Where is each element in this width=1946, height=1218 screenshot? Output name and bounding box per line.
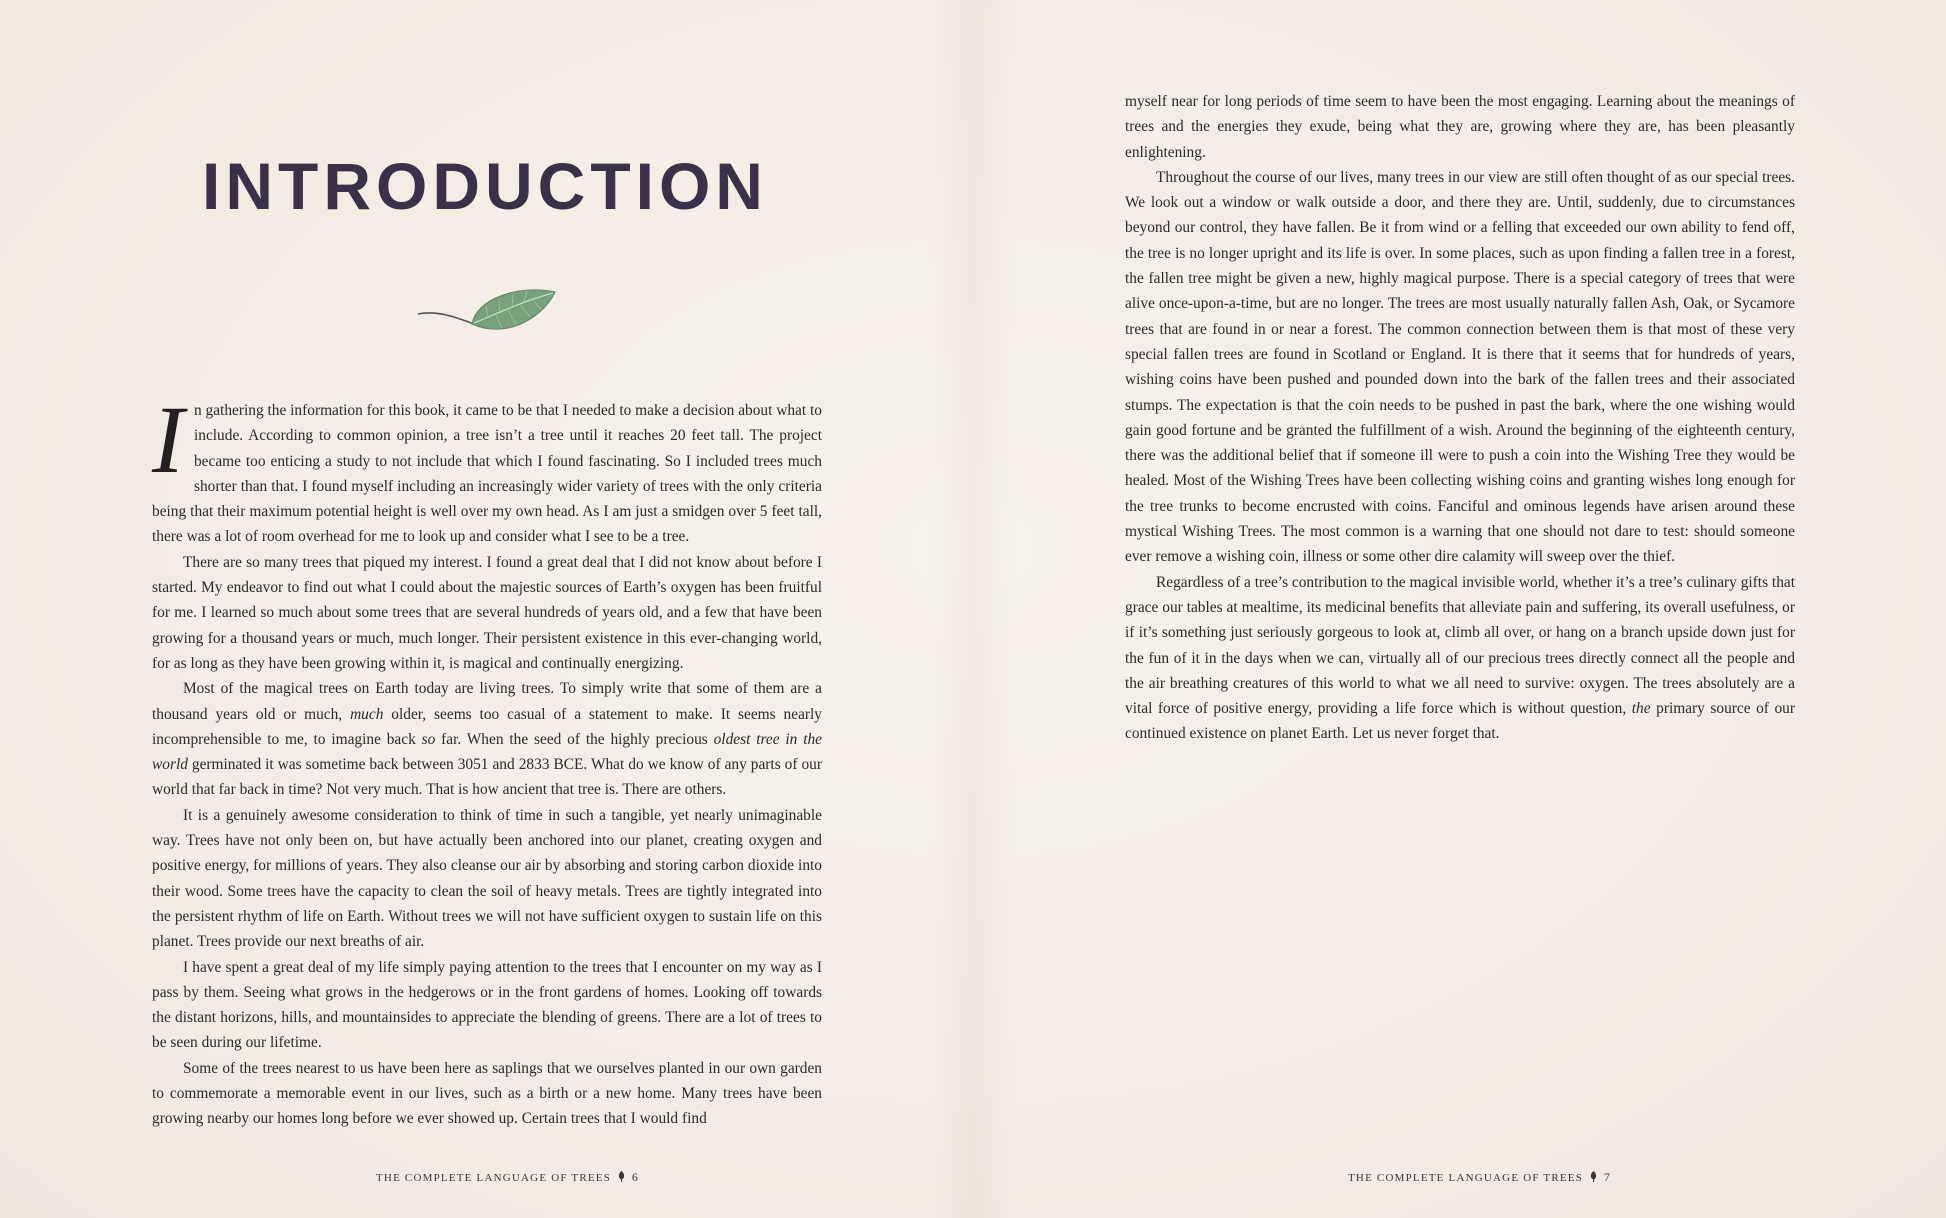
tree-icon <box>618 1171 625 1182</box>
paragraph: It is a genuinely awesome consideration to think of time in such a tangible, yet nearly unimaginable way. Trees have not only been on, but have actually been anchored into our planet, creating oxygen and positive energy, for millions of years. They also cleanse our air by absorbing and storing carbon dioxide into their wood. Some trees have the capacity to clean the soil of heavy metals. Trees are tightly integrated into the persistent rhythm of life on Earth. Without trees we will not have sufficient oxygen to sustain life on this planet. Trees provide our next breaths of air. <box>152 806 822 951</box>
paragraph: Regardless of a tree’s contribution to the magical invisible world, whether it’s a tree’s culinary gifts that grace our tables at mealtime, its medicinal benefits that alleviate pain and suffering, its overall usefulness, or if it’s something just seriously gorgeous to look at, climb all over, or hang on a branch upside down just for the fun of it in the days when we can, virtually all of our precious trees directly connect all the people and the air breathing creatures of this world to what we all need to survive: oxygen. The trees absolutely are a vital force of positive energy, providing a life force which is without question, the primary source of our continued existence on planet Earth. Let us never forget that. <box>1125 573 1795 743</box>
page-number: 6 <box>631 1170 640 1184</box>
paragraph: Throughout the course of our lives, many trees in our view are still often thought of as our special trees. We look out a window or walk outside a door, and there they are. Until, suddenly, due to circumstances beyond our control, they have fallen. Be it from wind or a felling that exceeded our own ability to fend off, the tree is no longer upright and its life is over. In some places, such as upon finding a fallen tree in a forest, the fallen tree might be given a new, highly magical purpose. There is a special category of trees that were alive once-upon-a-time, but are no longer. The trees are most usually naturally fallen Ash, Oak, or Sycamore trees that are found in or near a forest. The common connection between them is that most of these very special fallen trees are found in Scotland or England. It is there that it seems that for hundreds of years, wishing coins have been pushed and pounded down into the bark of the fallen trees and their associated stumps. The expectation is that the coin needs to be pushed in past the bark, where the one wishing would gain good fortune and be granted the fulfillment of a wish. Around the beginning of the eighteenth century, there was the additional belief that if someone ill were to push a coin into the Wishing Tree they would be healed. Most of the Wishing Trees have been collecting wishing coins and granting wishes long enough for the tree trunks to become encrusted with coins. Fanciful and ominous legends have arisen around these mystical Wishing Trees. The most common is a warning that one should not dare to test: should someone ever remove a wishing coin, illness or some other dire calamity will sweep over the thief. <box>1125 168 1795 566</box>
drop-cap: I <box>152 386 184 493</box>
paragraph: There are so many trees that piqued my interest. I found a great deal that I did not know about before I started. My endeavor to find out what I could about the majestic sources of Earth’s oxygen has been fruitful for me. I learned so much about some trees that are several hundreds of years old, and a few that have been growing for a thousand years or much, much longer. Their persistent existence in this ever-changing world, for as long as they have been growing within it, is magical and continually energizing. <box>152 553 822 672</box>
leaf-ornament-icon <box>416 280 562 340</box>
tree-icon <box>1590 1171 1597 1182</box>
paragraph: Some of the trees nearest to us have been here as saplings that we ourselves planted in our own garden to commemorate a memorable event in our lives, such as a birth or a new home. Many trees have been growing nearby our homes long before we ever showed up. Certain trees that I would find <box>152 1059 822 1128</box>
right-page <box>973 0 1946 1218</box>
left-body-text <box>152 386 822 1132</box>
paragraph: I have spent a great deal of my life simply paying attention to the trees that I encounter on my way as I pass by them. Seeing what grows in the hedgerows or in the front gardens of homes. Looking off towards the distant horizons, hills, and mountainsides to appreciate the blending of greens. There are a lot of trees to be seen during our lifetime. <box>152 958 822 1052</box>
paragraph: Most of the magical trees on Earth today are living trees. To simply write that some of them are a thousand years old or much, much older, seems too casual of a statement to make. It seems nearly incomprehensible to me, to imagine back so far. When the seed of the highly precious oldest tree in the world germinated it was sometime back between 3051 and 2833 BCE. What do we know of any parts of our world that far back in time? Not very much. That is how ancient that tree is. There are others. <box>152 680 822 799</box>
paragraph: myself near for long periods of time seem to have been the most engaging. Learning about the meanings of trees and the energies they exude, being what they are, growing where they are, has been pleasantly enlightening. <box>1125 93 1795 161</box>
paragraph: In gathering the information for this book, it came to be that I needed to make a decision about what to include. According to common opinion, a tree isn’t a tree until it reaches 20 feet tall. The project became too enticing a study to not include that which I found fascinating. So I included trees much shorter than that. I found myself including an increasingly wider variety of trees with the only criteria being that their maximum potential height is well over my own head. As I am just a smidgen over 5 feet tall, there was a lot of room overhead for me to look up and consider what I see to be a tree. <box>152 386 822 546</box>
running-title: THE COMPLETE LANGUAGE OF TREES <box>1348 1172 1584 1184</box>
running-title: THE COMPLETE LANGUAGE OF TREES <box>376 1172 612 1184</box>
page-number: 7 <box>1603 1170 1612 1184</box>
right-body-text <box>1125 89 1795 747</box>
chapter-title: INTRODUCTION <box>202 149 768 223</box>
